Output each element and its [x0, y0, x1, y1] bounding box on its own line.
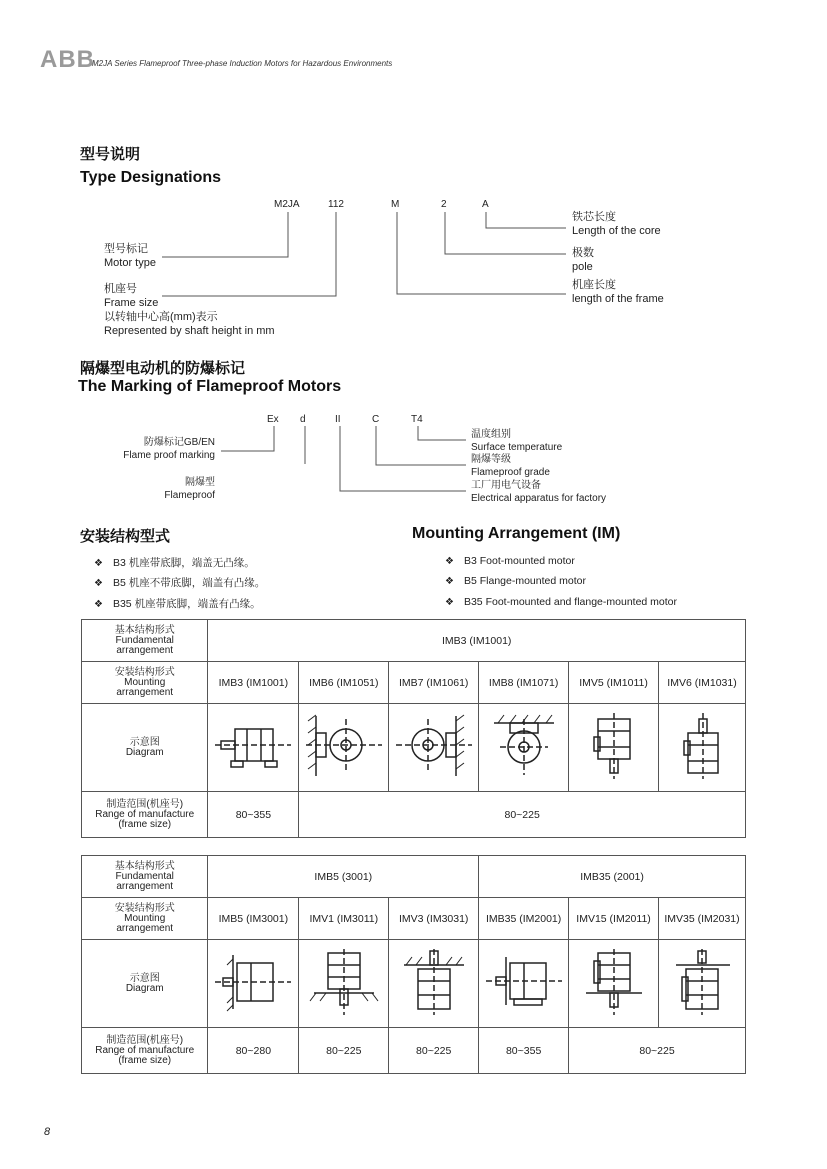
- motor-ceiling-mount-icon: [484, 711, 564, 781]
- row-label-diagram-2: 示意图 Diagram: [82, 940, 208, 1028]
- bullet-cn-2: ❖ B5 机座不带底脚，端盖有凸缘。: [94, 577, 266, 589]
- bullet-en-1: ❖ B3 Foot-mounted motor: [445, 555, 575, 567]
- bullet-en-2: ❖ B5 Flange-mounted motor: [445, 575, 586, 587]
- code-2: 2: [441, 199, 447, 210]
- designation-connector-lines: [0, 0, 827, 520]
- row-label-fundamental: 基本结构形式 Fundamental arrangement: [82, 620, 208, 662]
- flameproof-label: 隔爆型 Flameproof: [164, 477, 215, 501]
- row-label-fundamental-2: 基本结构形式 Fundamental arrangement: [82, 856, 208, 898]
- mounting-imb8: IMB8 (IM1071): [479, 662, 569, 704]
- abb-logo: ABB: [40, 46, 95, 73]
- fundamental-imb3: IMB3 (IM1001): [208, 620, 746, 662]
- row-label-mounting: 安装结构形式 Mounting arrangement: [82, 662, 208, 704]
- bullet-cn-1: ❖ B3 机座带底脚，端盖无凸缘。: [94, 557, 255, 569]
- mounting-imv5: IMV5 (IM1011): [569, 662, 659, 704]
- mounting-table-2: [81, 855, 746, 1074]
- range-imv1: 80~225: [299, 1028, 389, 1074]
- mounting-imv6: IMV6 (IM1031): [659, 662, 746, 704]
- pole-label: 极数 pole: [572, 247, 594, 273]
- motor-foot-flange-vertical-icon: [574, 947, 654, 1017]
- bullet-en-3: ❖ B35 Foot-mounted and flange-mounted motor: [445, 596, 678, 608]
- mounting-imv1: IMV1 (IM3011): [299, 898, 389, 940]
- factory-apparatus-label: 工厂用电气设备 Electrical apparatus for factory: [471, 480, 607, 504]
- motor-wall-mount-right-icon: [394, 711, 474, 781]
- mounting-imv3: IMV3 (IM3031): [389, 898, 479, 940]
- diagram-imv1: [299, 940, 389, 1028]
- diagram-imb8: [479, 704, 569, 792]
- diagram-imb3: [208, 704, 299, 792]
- code-ex: Ex: [267, 414, 279, 425]
- code-c: C: [372, 414, 380, 425]
- motor-foot-flange-side-icon: [484, 947, 564, 1017]
- mounting-imv15: IMV15 (IM2011): [569, 898, 659, 940]
- code-ii: II: [335, 414, 341, 425]
- range-imb35: 80~355: [479, 1028, 569, 1074]
- fundamental-imb5: IMB5 (3001): [208, 856, 479, 898]
- range-imb3: 80~355: [208, 792, 299, 838]
- mounting-imb5: IMB5 (IM3001): [208, 898, 299, 940]
- mounting-table-1: [81, 619, 746, 838]
- mounting-imb35: IMB35 (IM2001): [479, 898, 569, 940]
- diagram-imb6: [299, 704, 389, 792]
- range-imv15-imv35: 80~225: [569, 1028, 746, 1074]
- diagram-imb5: [208, 940, 299, 1028]
- motor-wall-mount-icon: [304, 711, 384, 781]
- code-112: 112: [328, 199, 344, 210]
- range-imv3: 80~225: [389, 1028, 479, 1074]
- frame-size-label: 机座号 Frame size 以转轴中心高(mm)表示 Represented by shaft height in mm: [104, 283, 275, 337]
- diagram-imb7: [389, 704, 479, 792]
- motor-foot-flange-vertical-up-icon: [662, 947, 742, 1017]
- diagram-imv3: [389, 940, 479, 1028]
- motor-vertical-up-icon: [662, 711, 742, 781]
- type-designations-title-cn: 型号说明: [80, 145, 141, 163]
- surface-temperature-label: 温度组别 Surface temperature: [471, 429, 563, 453]
- mounting-title-cn: 安装结构型式: [80, 527, 171, 545]
- frame-length-label: 机座长度 length of the frame: [572, 279, 664, 305]
- marking-title-en: The Marking of Flameproof Motors: [78, 378, 342, 395]
- mounting-imb3: IMB3 (IM1001): [208, 662, 299, 704]
- code-d: d: [300, 414, 306, 425]
- row-label-mounting-2: 安装结构形式 Mounting arrangement: [82, 898, 208, 940]
- header-subtitle: M2JA Series Flameproof Three-phase Induction Motors for Hazardous Environments: [92, 59, 393, 68]
- motor-side-foot-icon: [213, 711, 293, 781]
- flame-proof-marking-label: 防爆标记GB/EN Flame proof marking: [123, 437, 215, 461]
- code-m2ja: M2JA: [274, 199, 300, 210]
- motor-vertical-down-icon: [574, 711, 654, 781]
- mounting-imb6: IMB6 (IM1051): [299, 662, 389, 704]
- type-designations-title-en: Type Designations: [80, 169, 222, 186]
- mounting-imv35: IMV35 (IM2031): [659, 898, 746, 940]
- mounting-imb7: IMB7 (IM1061): [389, 662, 479, 704]
- diagram-imv5: [569, 704, 659, 792]
- code-t4: T4: [411, 414, 423, 425]
- diagram-imv15: [569, 940, 659, 1028]
- code-a: A: [482, 199, 489, 210]
- fundamental-imb35: IMB35 (2001): [479, 856, 746, 898]
- row-label-range: 制造范围(机座号) Range of manufacture (frame size): [82, 792, 208, 838]
- motor-flange-side-icon: [213, 947, 293, 1017]
- motor-flange-vertical-up-icon: [394, 947, 474, 1017]
- motor-flange-vertical-down-icon: [304, 947, 384, 1017]
- marking-title-cn: 隔爆型电动机的防爆标记: [80, 359, 246, 377]
- mounting-title-en: Mounting Arrangement (IM): [412, 525, 621, 542]
- diagram-imb35: [479, 940, 569, 1028]
- diagram-imv6: [659, 704, 746, 792]
- row-label-diagram: 示意图 Diagram: [82, 704, 208, 792]
- bullet-cn-3: ❖ B35 机座带底脚，端盖有凸缘。: [94, 598, 261, 610]
- row-label-range-2: 制造范围(机座号) Range of manufacture (frame size): [82, 1028, 208, 1074]
- diagram-imv35: [659, 940, 746, 1028]
- motor-type-label: 型号标记 Motor type: [104, 243, 156, 269]
- flameproof-grade-label: 隔爆等级 Flameproof grade: [471, 454, 550, 478]
- core-length-label: 铁芯长度 Length of the core: [572, 211, 661, 237]
- range-others: 80~225: [299, 792, 746, 838]
- code-m: M: [391, 199, 400, 210]
- page-number: 8: [44, 1126, 51, 1138]
- range-imb5: 80~280: [208, 1028, 299, 1074]
